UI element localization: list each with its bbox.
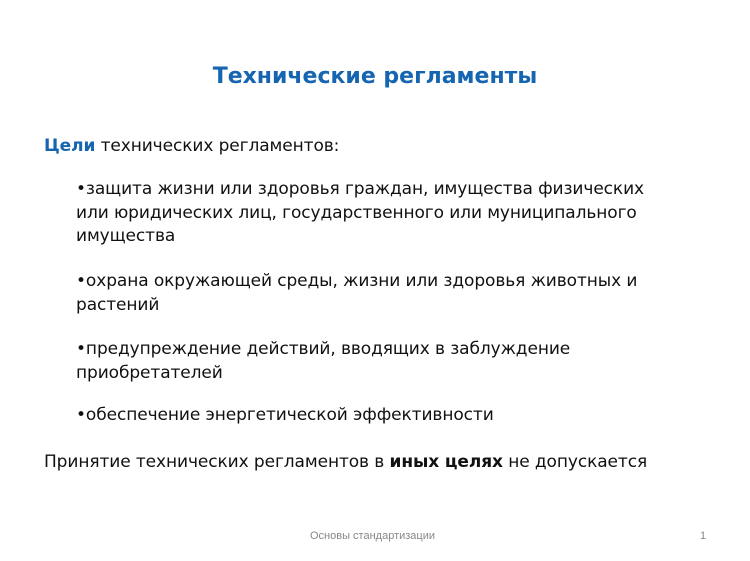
bullet-line: приобретателей [76,362,223,383]
slide-title: Технические регламенты [212,64,538,89]
intro-line [44,135,339,159]
bullet-line: или юридических лиц, государственного или муниципального [76,202,637,223]
conclusion-bold: иных целях [389,452,503,472]
bullet-4 [76,404,494,428]
bullet-line: •защита жизни или здоровья граждан, имущества физических [76,179,645,199]
bullet-line: •охрана окружающей среды, жизни или здоровья животных и [76,271,638,291]
bullet-line: растений [76,294,160,315]
bullet-1 [76,178,644,249]
page-number: 1 [700,530,707,542]
bullet-3 [76,338,570,385]
intro-highlight: Цели [44,136,96,156]
bullet-line: •предупреждение действий, вводящих в заблуждение [76,339,571,359]
conclusion-line [44,451,647,475]
bullet-line: •обеспечение энергетической эффективности [76,405,494,425]
intro-text: технических регламентов: [95,136,340,156]
bullet-2 [76,270,637,317]
bullet-line: имущества [76,226,176,246]
footer-text: Основы стандартизации [310,530,436,542]
conclusion-text-end: не допускается [502,452,648,472]
conclusion-text: Принятие технических регламентов в [44,452,390,472]
